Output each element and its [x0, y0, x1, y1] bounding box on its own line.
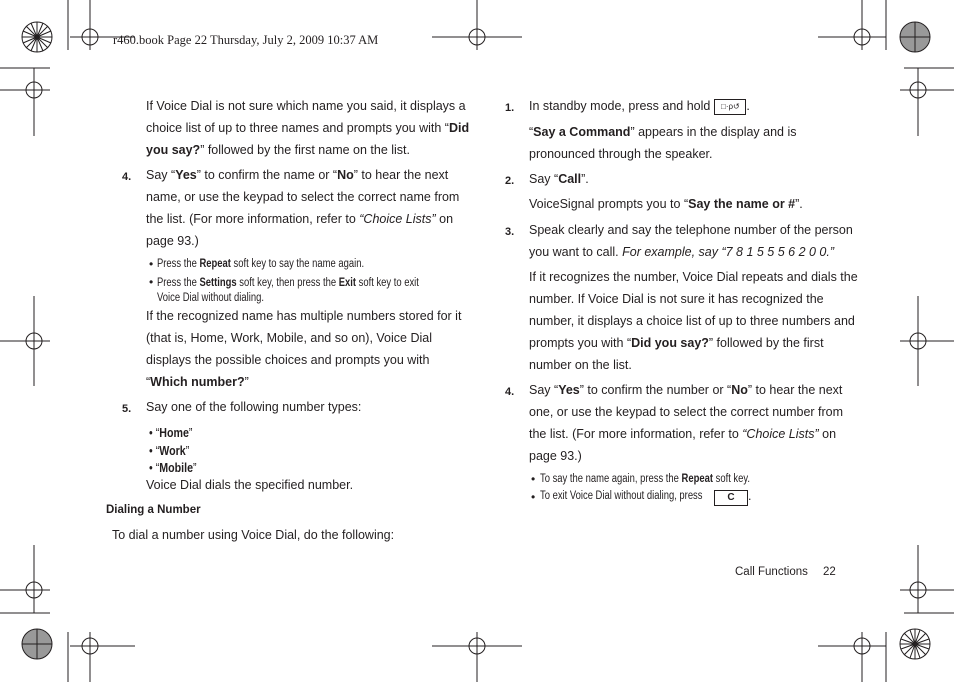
- list-item: • “Work”: [149, 442, 190, 458]
- page-number: 22: [823, 566, 836, 578]
- crosshair-right-middle-icon: [900, 296, 954, 386]
- crosshair-bottom-right-icon: [818, 632, 886, 682]
- list-item: • “Home”: [149, 425, 193, 440]
- step-4-text: Say “Yes” to confirm the name or “No” to hear the next name, or use the keypad to select the correct name from the list. (For more information, refer to “Choice Lists” on page 93.): [146, 168, 460, 248]
- recognize-number-paragraph: If it recognizes the number, Voice Dial repeats and dials the number. If Voice Dial is not sure it has recognized the number, it displays a choice list of up to three numbers and prompts you with “Did you say?” followed by the first number on the list.: [529, 270, 858, 372]
- list-item: • “Mobile”: [149, 460, 197, 475]
- print-header: r460.book Page 22 Thursday, July 2, 2009 10:37 AM: [113, 33, 379, 47]
- crosshair-left-middle-icon: [0, 296, 50, 386]
- voicesignal-prompt: VoiceSignal prompts you to “Say the name or #”.: [529, 197, 803, 211]
- bullet-dot: •: [149, 257, 154, 271]
- step-number: 2.: [505, 175, 515, 187]
- bullet-exit: To exit Voice Dial without dialing, press: [540, 490, 703, 502]
- step-5-text: Say one of the following number types:: [146, 400, 362, 414]
- bullet-dot: •: [531, 490, 536, 504]
- crosshair-top-right-icon: [818, 0, 886, 50]
- bullet-dot: •: [531, 472, 536, 486]
- rosette-top-right-icon: [900, 22, 930, 52]
- crosshair-top-center-icon: [432, 0, 522, 50]
- section-heading: Dialing a Number: [106, 504, 201, 516]
- dials-text: Voice Dial dials the specified number.: [146, 478, 354, 492]
- say-a-command-paragraph: “Say a Command” appears in the display and is pronounced through the speaker.: [529, 125, 797, 161]
- step-number: 1.: [505, 102, 515, 114]
- crosshair-right-upper-icon: [900, 68, 954, 136]
- step-1-text: In standby mode, press and hold □·ρ↺ .: [529, 99, 750, 113]
- crosshair-bottom-left-icon: [70, 632, 135, 682]
- rosette-top-left-icon: [22, 22, 52, 52]
- step-number: 3.: [505, 226, 515, 238]
- step-number: 5.: [122, 403, 132, 415]
- step-3-text: Speak clearly and say the telephone number of the person you want to call. For example, say “7 8 1 5 5 5 6 2 0 0.”: [529, 223, 853, 259]
- step-2-text: Say “Call”.: [529, 172, 589, 186]
- bullet-repeat: Press the Repeat soft key to say the name again.: [157, 258, 365, 270]
- crosshair-right-lower-icon: [900, 545, 954, 613]
- clear-key-icon: C: [714, 490, 748, 506]
- intro-paragraph: If Voice Dial is not sure which name you said, it displays a choice list of up to three names and prompts you with “Did you say?” followed by the first name on the list.: [146, 99, 470, 157]
- crosshair-bottom-center-icon: [432, 632, 522, 682]
- step-4-right-text: Say “Yes” to confirm the number or “No” to hear the next one, or use the keypad to select the correct number from the list. (For more information, refer to “Choice Lists” on page 93.): [529, 383, 844, 463]
- footer-section: Call Functions: [735, 566, 808, 578]
- step-number: 4.: [505, 386, 515, 398]
- rosette-bottom-right-icon: [900, 629, 930, 659]
- bullet-say-again: To say the name again, press the Repeat soft key.: [540, 473, 751, 485]
- period: .: [748, 489, 752, 503]
- to-dial-text: To dial a number using Voice Dial, do the following:: [112, 528, 395, 542]
- rosette-bottom-left-icon: [22, 629, 52, 659]
- talk-key-icon: □·ρ↺: [714, 99, 746, 115]
- crosshair-left-upper-icon: [0, 68, 50, 136]
- bullet-settings: Press the Settings soft key, then press the Exit soft key to exit Voice Dial without dialing.: [157, 277, 419, 304]
- multiple-numbers-paragraph: If the recognized name has multiple numbers stored for it (that is, Home, Work, Mobile, and so on), Voice Dial displays the possible choices and prompts you with “Which number?”: [146, 309, 462, 389]
- bullet-dot: •: [149, 275, 154, 289]
- crosshair-left-lower-icon: [0, 545, 50, 613]
- number-types-list: [149, 424, 197, 477]
- step-number: 4.: [122, 171, 132, 183]
